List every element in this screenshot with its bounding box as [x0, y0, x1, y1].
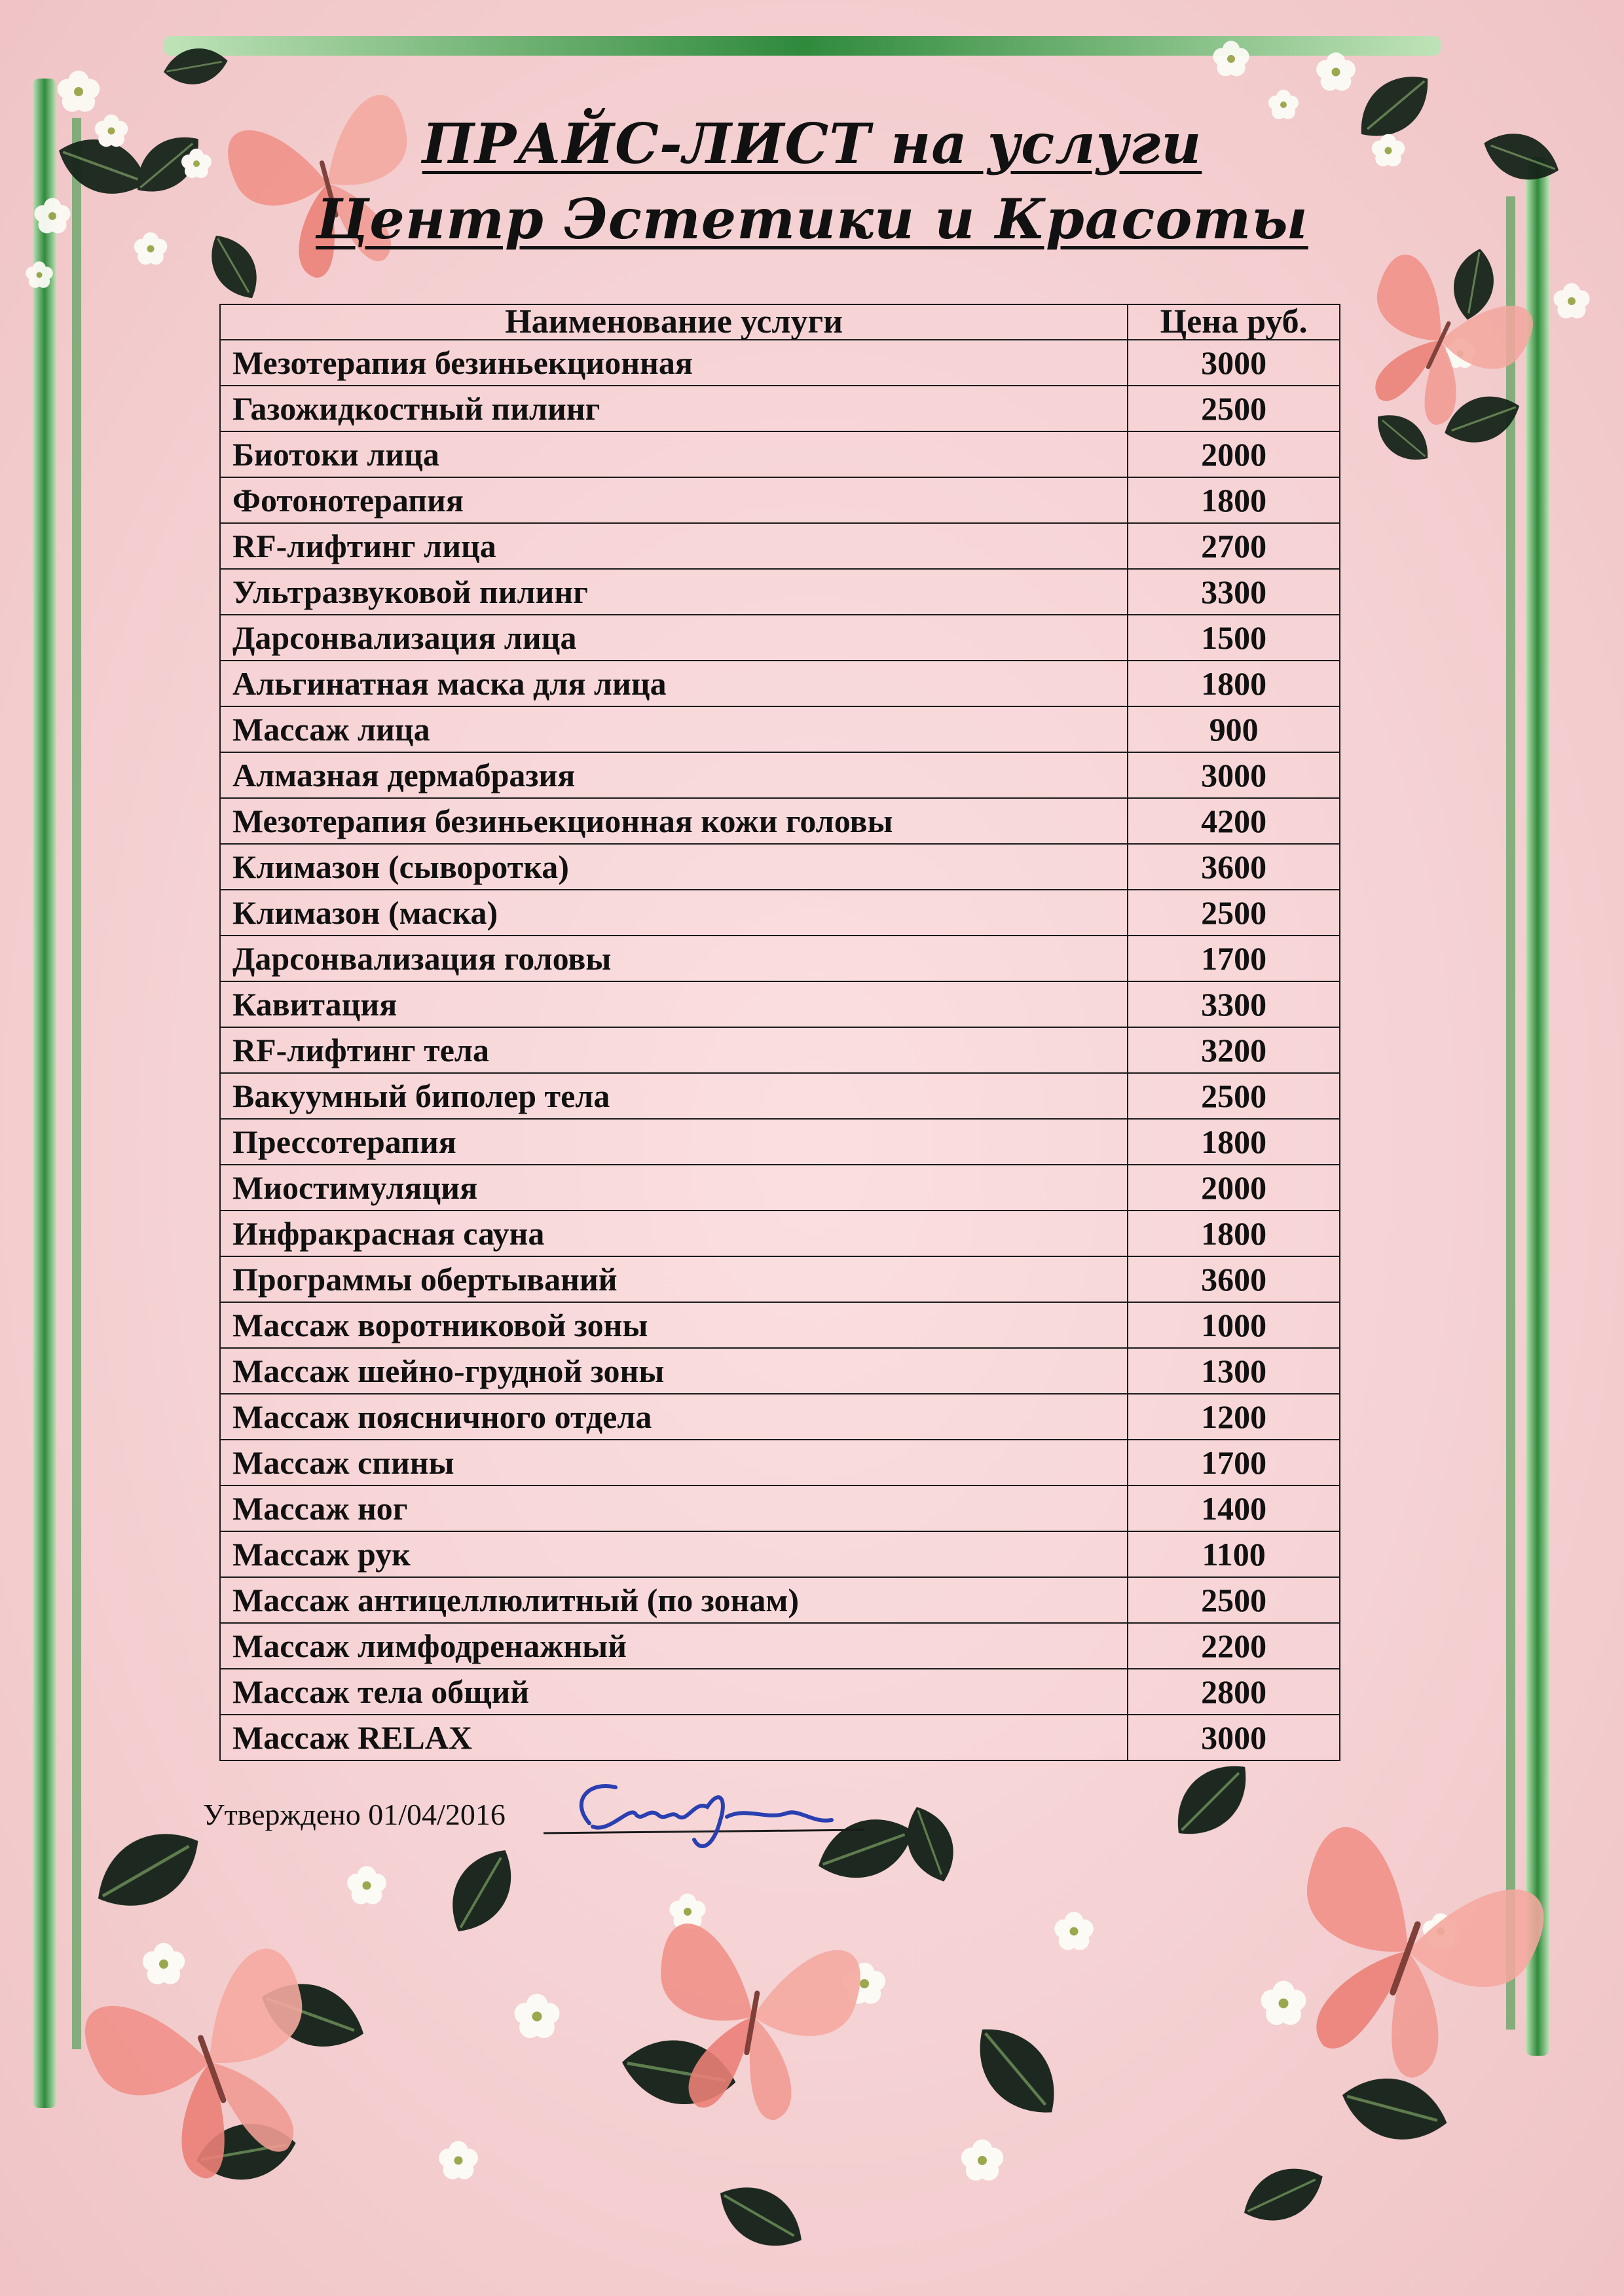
table-row — [220, 798, 1340, 844]
service-price-cell: 2500 — [1128, 890, 1340, 936]
service-price-cell: 2700 — [1128, 523, 1340, 569]
service-name-cell: Газожидкостный пилинг — [220, 386, 1128, 431]
table-row — [220, 706, 1340, 752]
service-price-cell: 2500 — [1128, 1577, 1340, 1623]
signature — [530, 1761, 871, 1866]
service-name-cell: Алмазная дермабразия — [220, 752, 1128, 798]
service-price-cell: 2500 — [1128, 1073, 1340, 1119]
service-price-cell: 3600 — [1128, 844, 1340, 890]
service-price-cell: 3000 — [1128, 752, 1340, 798]
table-row — [220, 1485, 1340, 1531]
service-name-cell: Альгинатная маска для лица — [220, 661, 1128, 706]
service-price-cell: 3300 — [1128, 569, 1340, 615]
service-price-cell: 1800 — [1128, 661, 1340, 706]
service-name-cell: RF-лифтинг лица — [220, 523, 1128, 569]
service-price-cell: 1700 — [1128, 1440, 1340, 1485]
service-price-cell: 1000 — [1128, 1302, 1340, 1348]
table-row — [220, 477, 1340, 523]
service-price-cell: 3300 — [1128, 981, 1340, 1027]
table-row — [220, 936, 1340, 981]
service-name-cell: Миостимуляция — [220, 1165, 1128, 1211]
service-name-cell: Массаж тела общий — [220, 1669, 1128, 1715]
service-name-cell: Массаж рук — [220, 1531, 1128, 1577]
service-price-cell: 1800 — [1128, 1211, 1340, 1256]
service-name-cell: Прессотерапия — [220, 1119, 1128, 1165]
service-price-cell: 2200 — [1128, 1623, 1340, 1669]
page-title: ПРАЙС-ЛИСТ на услуги — [422, 111, 1202, 176]
service-name-cell: Программы обертываний — [220, 1256, 1128, 1302]
service-price-cell: 1100 — [1128, 1531, 1340, 1577]
table-row — [220, 1394, 1340, 1440]
table-row — [220, 1715, 1340, 1760]
service-price-cell: 4200 — [1128, 798, 1340, 844]
service-name-cell: Массаж антицеллюлитный (по зонам) — [220, 1577, 1128, 1623]
service-price-cell: 2500 — [1128, 386, 1340, 431]
table-row — [220, 1165, 1340, 1211]
service-price-cell: 3600 — [1128, 1256, 1340, 1302]
service-name-cell: Вакуумный биполер тела — [220, 1073, 1128, 1119]
service-name-cell: Климазон (маска) — [220, 890, 1128, 936]
service-name-cell: Дарсонвализация головы — [220, 936, 1128, 981]
service-price-cell: 3000 — [1128, 1715, 1340, 1760]
service-name-cell: Климазон (сыворотка) — [220, 844, 1128, 890]
table-row — [220, 1256, 1340, 1302]
service-name-cell: Мезотерапия безиньекционная кожи головы — [220, 798, 1128, 844]
table-row — [220, 1027, 1340, 1073]
table-row — [220, 890, 1340, 936]
service-price-cell: 2000 — [1128, 1165, 1340, 1211]
table-header-row — [220, 304, 1340, 340]
table-row — [220, 844, 1340, 890]
table-row — [220, 1623, 1340, 1669]
service-price-cell: 3000 — [1128, 340, 1340, 386]
service-name-cell: Ультразвуковой пилинг — [220, 569, 1128, 615]
approval-note: Утверждено 01/04/2016 — [203, 1798, 506, 1831]
table-row — [220, 615, 1340, 661]
table-row — [220, 1211, 1340, 1256]
table-row — [220, 661, 1340, 706]
service-price-cell: 1800 — [1128, 477, 1340, 523]
service-name-cell: Массаж шейно-грудной зоны — [220, 1348, 1128, 1394]
table-row — [220, 1348, 1340, 1394]
column-header-price: Цена руб. — [1128, 304, 1340, 340]
service-price-cell: 3200 — [1128, 1027, 1340, 1073]
table-row — [220, 981, 1340, 1027]
table-row — [220, 340, 1340, 386]
table-row — [220, 1669, 1340, 1715]
table-row — [220, 386, 1340, 431]
table-row — [220, 523, 1340, 569]
service-name-cell: Дарсонвализация лица — [220, 615, 1128, 661]
service-name-cell: Массаж спины — [220, 1440, 1128, 1485]
table-row — [220, 1073, 1340, 1119]
service-price-cell: 1500 — [1128, 615, 1340, 661]
service-name-cell: Массаж воротниковой зоны — [220, 1302, 1128, 1348]
service-price-cell: 1300 — [1128, 1348, 1340, 1394]
column-header-service: Наименование услуги — [220, 304, 1128, 340]
service-price-cell: 1700 — [1128, 936, 1340, 981]
service-name-cell: Кавитация — [220, 981, 1128, 1027]
service-price-cell: 2000 — [1128, 431, 1340, 477]
price-table — [219, 304, 1340, 1761]
service-name-cell: Массаж RELAX — [220, 1715, 1128, 1760]
page-subtitle: Центр Эстетики и Красоты — [316, 187, 1308, 251]
table-row — [220, 1440, 1340, 1485]
service-name-cell: Биотоки лица — [220, 431, 1128, 477]
service-price-cell: 2800 — [1128, 1669, 1340, 1715]
table-row — [220, 1531, 1340, 1577]
service-price-cell: 900 — [1128, 706, 1340, 752]
service-price-cell: 1200 — [1128, 1394, 1340, 1440]
service-price-cell: 1400 — [1128, 1485, 1340, 1531]
service-name-cell: Мезотерапия безиньекционная — [220, 340, 1128, 386]
service-name-cell: RF-лифтинг тела — [220, 1027, 1128, 1073]
table-row — [220, 569, 1340, 615]
table-row — [220, 431, 1340, 477]
service-name-cell: Массаж ног — [220, 1485, 1128, 1531]
service-name-cell: Инфракрасная сауна — [220, 1211, 1128, 1256]
table-row — [220, 1119, 1340, 1165]
service-name-cell: Фотонотерапия — [220, 477, 1128, 523]
table-row — [220, 1302, 1340, 1348]
service-name-cell: Массаж лимфодренажный — [220, 1623, 1128, 1669]
service-price-cell: 1800 — [1128, 1119, 1340, 1165]
table-row — [220, 752, 1340, 798]
table-row — [220, 1577, 1340, 1623]
service-name-cell: Массаж лица — [220, 706, 1128, 752]
service-name-cell: Массаж поясничного отдела — [220, 1394, 1128, 1440]
